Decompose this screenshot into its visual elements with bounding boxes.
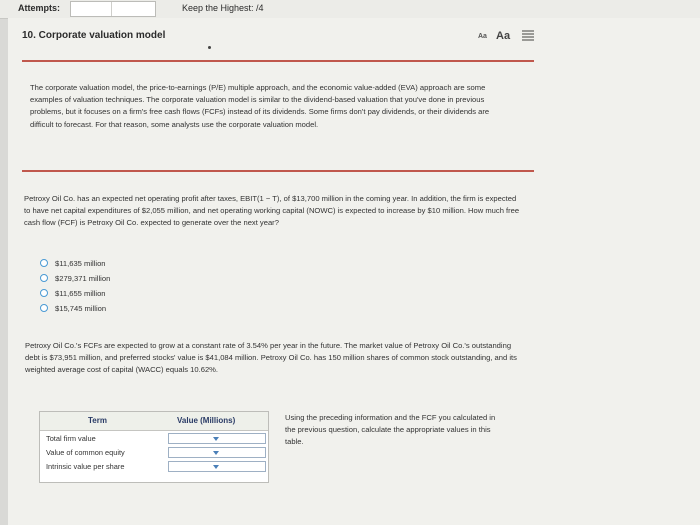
question-title: 10. Corporate valuation model	[22, 30, 166, 41]
column-header-value: Value (Millions)	[177, 416, 236, 425]
option-label: $15,745 million	[55, 304, 107, 313]
column-header-term: Term	[88, 416, 107, 425]
section-divider	[22, 60, 534, 62]
table-row	[40, 461, 268, 474]
attempts-box	[70, 1, 156, 17]
radio-button[interactable]	[40, 259, 48, 267]
chevron-down-icon	[213, 465, 219, 469]
instruction-note: Using the preceding information and the FCF you calculated in the previous question, calculate the appropriate values in this table.	[285, 413, 496, 446]
value-dropdown[interactable]	[168, 461, 266, 472]
option-label: $11,635 million	[55, 259, 106, 268]
decrease-font-button[interactable]: Aa	[478, 33, 487, 40]
question-prompt: Petroxy Oil Co. has an expected net operating profit after taxes, EBIT(1 − T), of $13,700 million in the coming year. In addition, the firm is expected to have net capital expenditures of $2,055 million, and net operating working capital (NOWC) is expected to increase by $10 million. How much free cash flow (FCF) is Petroxy Oil Co. expected to generate over the next year?	[24, 194, 520, 228]
valuation-table	[39, 411, 269, 483]
cursor-dot	[208, 46, 211, 49]
radio-button[interactable]	[40, 289, 48, 297]
row-label: Intrinsic value per share	[46, 462, 125, 471]
growth-paragraph: Petroxy Oil Co.'s FCFs are expected to grow at a constant rate of 3.54% per year in the future. The market value of Petroxy Oil Co.'s outstanding debt is $73,951 million, and preferred stocks' value is $41,084 million. Petroxy Oil Co. has 150 million shares of common stock outstanding, and its weighted average cost of capital (WACC) equals 10.62%.	[25, 341, 517, 375]
chevron-down-icon	[213, 437, 219, 441]
table-header	[40, 412, 268, 431]
print-icon[interactable]	[522, 30, 534, 42]
question-card	[8, 18, 700, 525]
value-dropdown[interactable]	[168, 433, 266, 444]
option-label: $279,371 million	[55, 274, 111, 283]
table-row	[40, 433, 268, 446]
row-label: Total firm value	[46, 434, 96, 443]
section-divider	[22, 170, 534, 172]
top-bar	[0, 0, 700, 19]
attempts-label: Attempts:	[18, 3, 60, 13]
intro-paragraph: The corporate valuation model, the price-to-earnings (P/E) multiple approach, and the economic value-added (EVA) approach are some examples of valuation techniques. The corporate valuation model is similar to the dividend-based valuation that you've done in previous problems, but it focuses on a firm's free cash flows (FCFs) instead of its dividends. Some firms don't pay dividends, or their dividends are difficult to forecast. For that reason, some analysts use the corporate valuation model.	[30, 83, 490, 129]
row-label: Value of common equity	[46, 448, 125, 457]
option-label: $11,655 million	[55, 289, 106, 298]
radio-button[interactable]	[40, 304, 48, 312]
chevron-down-icon	[213, 451, 219, 455]
table-row	[40, 447, 268, 460]
value-dropdown[interactable]	[168, 447, 266, 458]
increase-font-button[interactable]: Aa	[496, 30, 511, 42]
keep-highest-label: Keep the Highest: /4	[182, 3, 264, 13]
radio-button[interactable]	[40, 274, 48, 282]
